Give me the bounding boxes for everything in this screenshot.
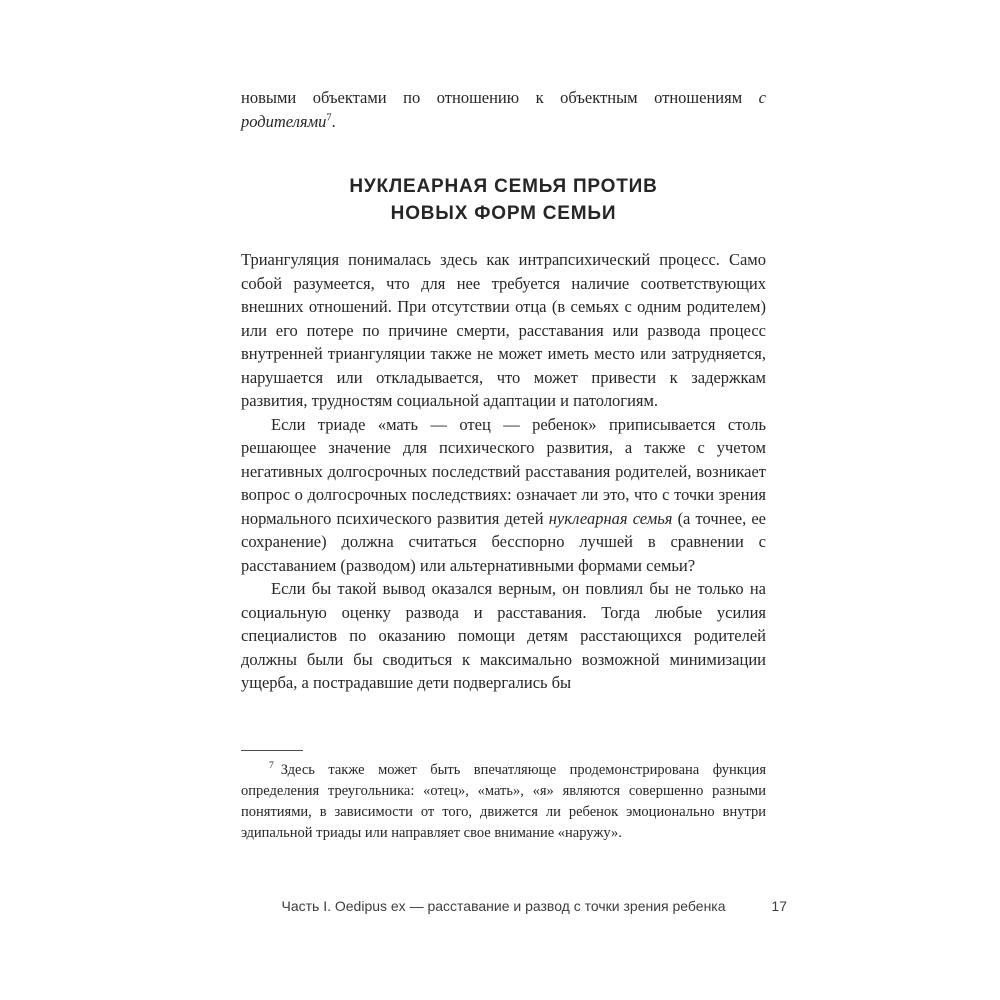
- footnote-separator-rule: [241, 750, 303, 751]
- continuation-text: новыми объектами по отношению к объектным отношениям: [241, 88, 759, 107]
- continuation-paragraph: [241, 86, 766, 133]
- body-paragraph-3: Если бы такой вывод оказался верным, он повлиял бы не только на социальную оценку развода и расставания. Тогда любые усилия специалистов по оказанию помощи детям расстающихся родителей должны были бы сводиться к максимально возможной минимизации ущерба, а пострадавшие дети подвергались бы: [241, 579, 766, 692]
- footnote-reference: 7: [326, 112, 332, 123]
- body-paragraph-1: Триангуляция понималась здесь как интрапсихический процесс. Само собой разумеется, что для нее требуется наличие соответствующих внешних отношений. При отсутствии отца (в семьях с одним родителем) или его потере по причине смерти, расставания или развода процесс внутренней триангуляции также не может иметь место или затрудняется, нарушается или откладывается, что может привести к задержкам развития, трудностям социальной адаптации и патологиям.: [241, 250, 766, 410]
- section-heading-line-1: НУКЛЕАРНАЯ СЕМЬЯ ПРОТИВ: [349, 176, 658, 197]
- text-block: [241, 86, 766, 695]
- footnote: [241, 760, 766, 844]
- continuation-text-end: .: [331, 111, 336, 131]
- section-heading: [241, 173, 766, 227]
- paragraph-text-end: (а точнее, ее сохранение) должна считаться бесспорно лучшей в сравнении с расставанием (разводом) или альтернативными формами семьи?: [241, 508, 766, 575]
- section-heading-line-2: НОВЫХ ФОРМ СЕМЬИ: [390, 203, 617, 224]
- footnote-text: Здесь также может быть впечатляюще продемонстрирована функция определения треугольника: «отец», «мать», «я» являются совершенно разными понятиями, в зависимости от того, движется ли ребенок эмоционально внутри эдипальной триады или направляет свое внимание «наружу».: [241, 762, 766, 841]
- page-footer: [241, 897, 787, 915]
- paragraph-text: Если триаде «мать — отец — ребенок» приписывается столь решающее значение для психического развития, а также с учетом негативных долгосрочных последствий расставания родителей, возникает вопрос о долгосрочных последствиях: означает ли это, что с точки зрения нормального психического развития детей: [241, 414, 766, 528]
- footnote-marker: 7: [269, 761, 274, 772]
- body-paragraph-2: [241, 413, 766, 578]
- page-number: 17: [771, 898, 787, 914]
- footnote-area: [241, 750, 766, 844]
- paragraph-italic-term: нуклеарная семья: [548, 508, 673, 528]
- running-title: Часть I. Oedipus ex — расставание и развод с точки зрения ребенка: [281, 898, 726, 914]
- continuation-italic-text: с родителями: [241, 88, 766, 131]
